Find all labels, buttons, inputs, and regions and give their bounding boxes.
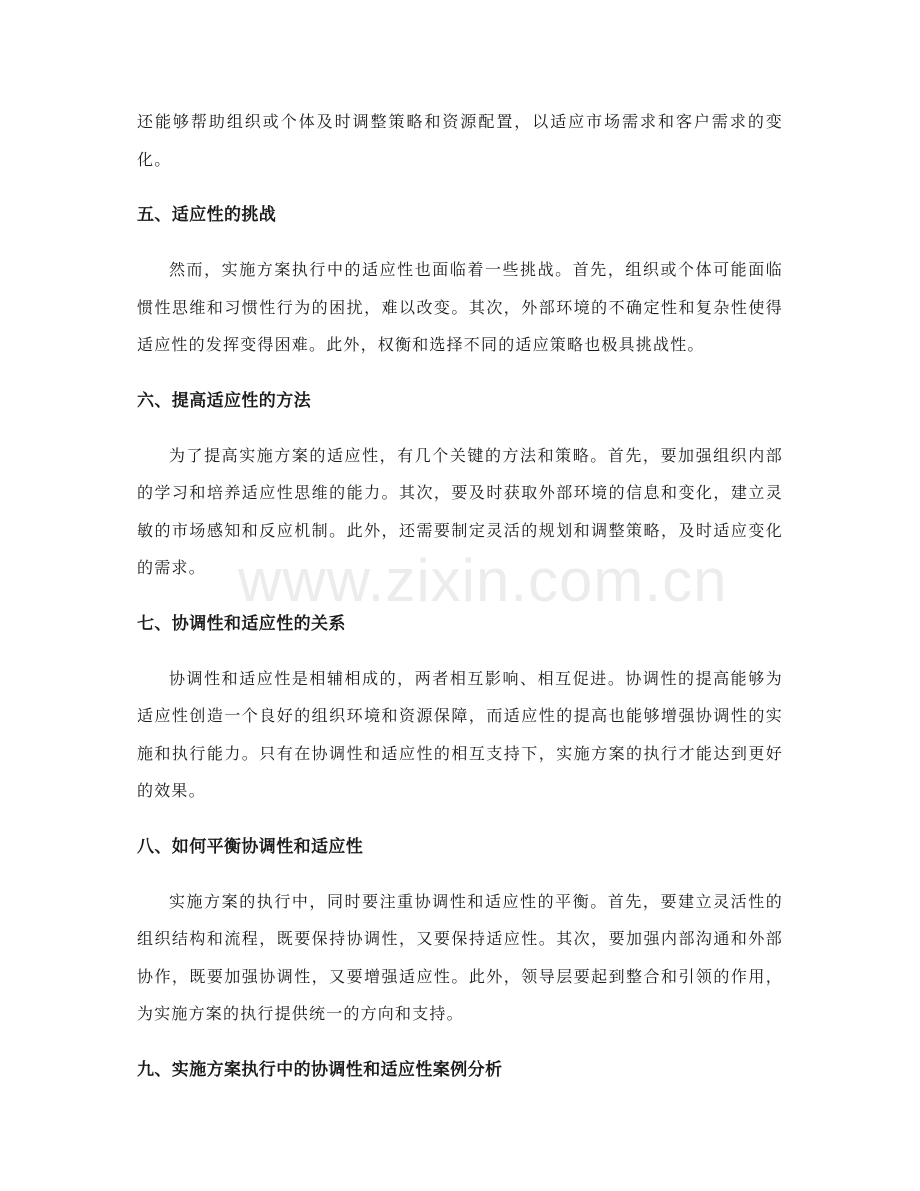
section-paragraph-8: 实施方案的执行中，同时要注重协调性和适应性的平衡。首先，要建立灵活性的组织结构和流程，既要保持协调性，又要保持适应性。其次，要加强内部沟通和外部协作，既要加强协调性，又要增强适应性。此外，领导层要起到整合和引领的作用，为实施方案的执行提供统一的方向和支持。	[137, 891, 783, 1023]
section-paragraph-5: 然而，实施方案执行中的适应性也面临着一些挑战。首先，组织或个体可能面临惯性思维和习惯性行为的困扰，难以改变。其次，外部环境的不确定性和复杂性使得适应性的发挥变得困难。此外，权衡和选择不同的适应策略也极具挑战性。	[137, 260, 783, 354]
intro-paragraph: 还能够帮助组织或个体及时调整策略和资源配置，以适应市场需求和客户需求的变化。	[137, 112, 783, 169]
document-body	[137, 103, 783, 1082]
section-heading-9: 九、实施方案执行中的协调性和适应性案例分析	[137, 1059, 503, 1080]
section-heading-8: 八、如何平衡协调性和适应性	[137, 836, 364, 857]
section-paragraph-6: 为了提高实施方案的适应性，有几个关键的方法和策略。首先，要加强组织内部的学习和培养适应性思维的能力。其次，要及时获取外部环境的信息和变化，建立灵敏的市场感知和反应机制。此外，还需要制定灵活的规划和调整策略，及时适应变化的需求。	[137, 445, 783, 577]
section-paragraph-7: 协调性和适应性是相辅相成的，两者相互影响、相互促进。协调性的提高能够为适应性创造一个良好的组织环境和资源保障，而适应性的提高也能够增强协调性的实施和执行能力。只有在协调性和适应性的相互支持下，实施方案的执行才能达到更好的效果。	[137, 668, 783, 800]
watermark: www.zixin.com.cn	[238, 547, 728, 614]
section-heading-5: 五、适应性的挑战	[137, 205, 277, 225]
section-heading-7: 七、协调性和适应性的关系	[137, 613, 346, 634]
section-heading-6: 六、提高适应性的方法	[137, 390, 311, 411]
